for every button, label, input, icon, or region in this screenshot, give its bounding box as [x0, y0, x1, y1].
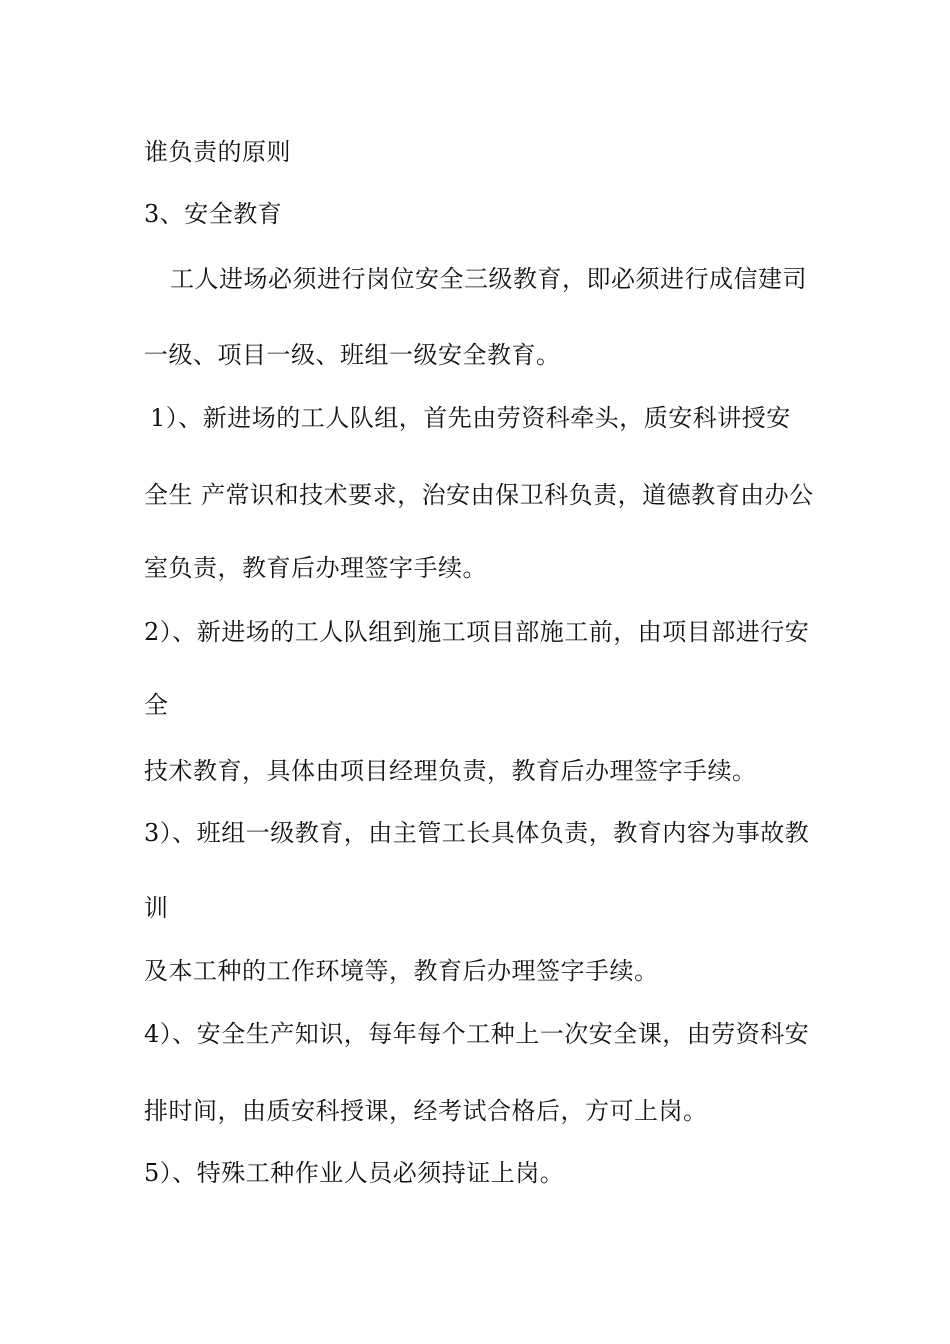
text-line: 谁负责的原则 [144, 138, 291, 166]
list-item-line: 2）、新进场的工人队组到施工项目部施工前，由项目部进行安 [144, 618, 810, 646]
list-item-line: 1）、新进场的工人队组，首先由劳资科牵头，质安科讲授安 [150, 404, 791, 432]
list-item-line: 室负责，教育后办理签字手续。 [144, 554, 487, 582]
section-heading: 3、安全教育 [144, 200, 283, 228]
list-item-line: 及本工种的工作环境等，教育后办理签字手续。 [144, 957, 659, 985]
list-item-line: 全 [144, 691, 169, 719]
list-item-line: 排时间，由质安科授课，经考试合格后，方可上岗。 [144, 1097, 708, 1125]
list-item-line: 5）、特殊工种作业人员必须持证上岗。 [144, 1159, 565, 1187]
list-item-line: 训 [144, 894, 169, 922]
paragraph-line: 一级、项目一级、班组一级安全教育。 [144, 341, 561, 369]
list-item-line: 3）、班组一级教育，由主管工长具体负责，教育内容为事故教 [144, 819, 810, 847]
list-item-line: 技术教育，具体由项目经理负责，教育后办理签字手续。 [144, 757, 757, 785]
list-item-line: 4）、安全生产知识，每年每个工种上一次安全课，由劳资科安 [144, 1020, 810, 1048]
paragraph-line: 工人进场必须进行岗位安全三级教育，即必须进行成信建司 [170, 265, 807, 293]
list-item-line: 全生 产常识和技术要求，治安由保卫科负责，道德教育由办公 [144, 481, 814, 509]
